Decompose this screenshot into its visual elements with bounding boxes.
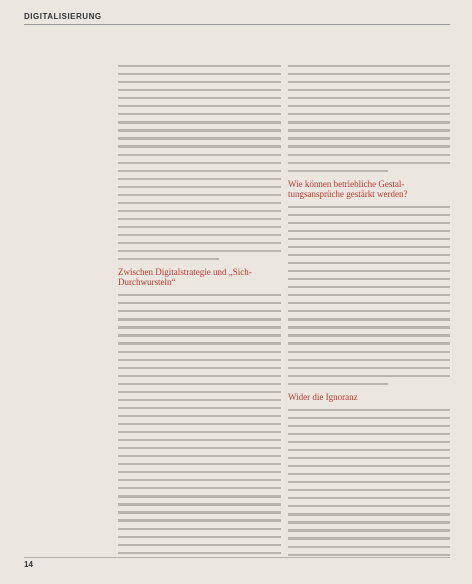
- footer-rule: [24, 557, 450, 558]
- pull-quote: [56, 58, 114, 98]
- subheading-1: Zwischen Digitalstrategie und „Sich-Durchwursteln“: [118, 267, 252, 288]
- column-right: [288, 58, 450, 556]
- subheading-2: Wie können betriebliche Gestal-tungsansprüche gestärkt werden?: [288, 178, 408, 199]
- section-title: DIGITALISIERUNG: [24, 12, 102, 21]
- body-lines-2: [118, 291, 281, 556]
- body-lines-4: [288, 203, 450, 388]
- header-rule: [24, 24, 450, 25]
- body-lines-1: [118, 62, 281, 263]
- page-number: 14: [24, 560, 33, 569]
- section-label: [24, 12, 324, 24]
- subheading-3: Wider die Ignoranz: [288, 391, 358, 402]
- column-left: [118, 58, 281, 556]
- body-lines-5: [288, 406, 450, 556]
- body-lines-3: [288, 62, 450, 175]
